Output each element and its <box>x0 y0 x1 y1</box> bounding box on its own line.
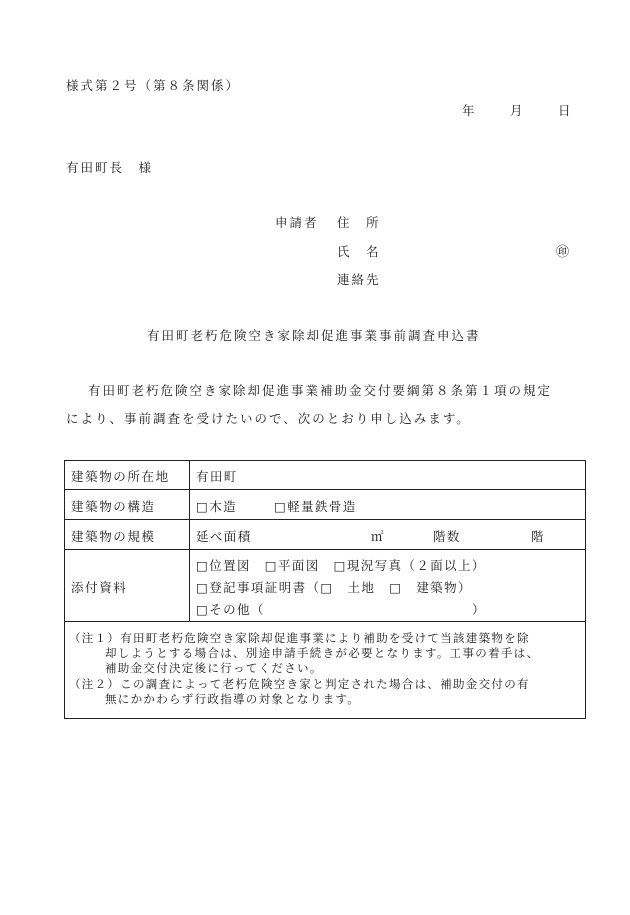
row-location <box>65 461 585 490</box>
row-scale <box>65 520 585 550</box>
form-number: 様式第２号（第８条関係） <box>66 78 241 93</box>
scale-label: 建築物の規模 <box>71 529 156 544</box>
seal-mark: ㊞ <box>556 245 572 260</box>
location-label: 建築物の所在地 <box>71 469 170 484</box>
floor-area-label: 延べ面積 <box>196 529 252 544</box>
row-attachments <box>65 550 585 622</box>
contact-label: 連絡先 <box>337 272 381 287</box>
note-1-line-1: （注１）有田町老朽危険空き家除却促進事業により補助を受けて当該建築物を除 <box>69 631 530 645</box>
date-month-label: 月 <box>510 103 525 118</box>
note-1-line-2: 却しようとする場合は、別途申請手続きが必要となります。工事の着手は、 <box>105 646 540 660</box>
attachments-line-1[interactable]: □位置図 □平面図 □現況写真（２面以上） <box>196 558 486 573</box>
attachments-line-2[interactable]: □登記事項証明書（□ 土地 □ 建築物） <box>196 580 472 595</box>
date-year-label: 年 <box>462 103 477 118</box>
structure-wood-checkbox[interactable]: □木造 <box>196 499 238 514</box>
notes-section <box>65 622 585 718</box>
applicant-label: 申請者 <box>275 215 319 230</box>
area-unit: ㎡ <box>371 529 385 544</box>
attachments-other-checkbox[interactable]: □その他（ <box>196 602 265 617</box>
name-label: 氏 名 <box>337 244 381 259</box>
attachments-label: 添付資料 <box>71 580 128 595</box>
attachments-other-close: ） <box>472 602 486 617</box>
floors-label: 階数 <box>433 529 461 544</box>
body-line-1: 有田町老朽危険空き家除却促進事業補助金交付要綱第８条第１項の規定 <box>88 383 553 398</box>
addressee: 有田町長 様 <box>66 160 154 175</box>
note-1-line-3: 補助金交付決定後に行ってください。 <box>105 661 323 675</box>
structure-steel-checkbox[interactable]: □軽量鉄骨造 <box>274 499 357 514</box>
address-label: 住 所 <box>337 215 381 230</box>
structure-label: 建築物の構造 <box>71 499 156 514</box>
document-title: 有田町老朽危険空き家除却促進事業事前調査申込書 <box>147 328 481 343</box>
body-line-2: により、事前調査を受けたいので、次のとおり申し込みます。 <box>66 411 471 426</box>
note-2-line-1: （注２）この調査によって老朽危険空き家と判定された場合は、補助金交付の有 <box>69 677 530 691</box>
date-day-label: 日 <box>558 103 573 118</box>
note-2-line-2: 無にかかわらず行政指導の対象となります。 <box>105 692 361 706</box>
floors-unit: 階 <box>531 529 545 544</box>
location-value[interactable]: 有田町 <box>196 469 238 484</box>
row-structure <box>65 490 585 520</box>
application-table <box>64 460 586 719</box>
